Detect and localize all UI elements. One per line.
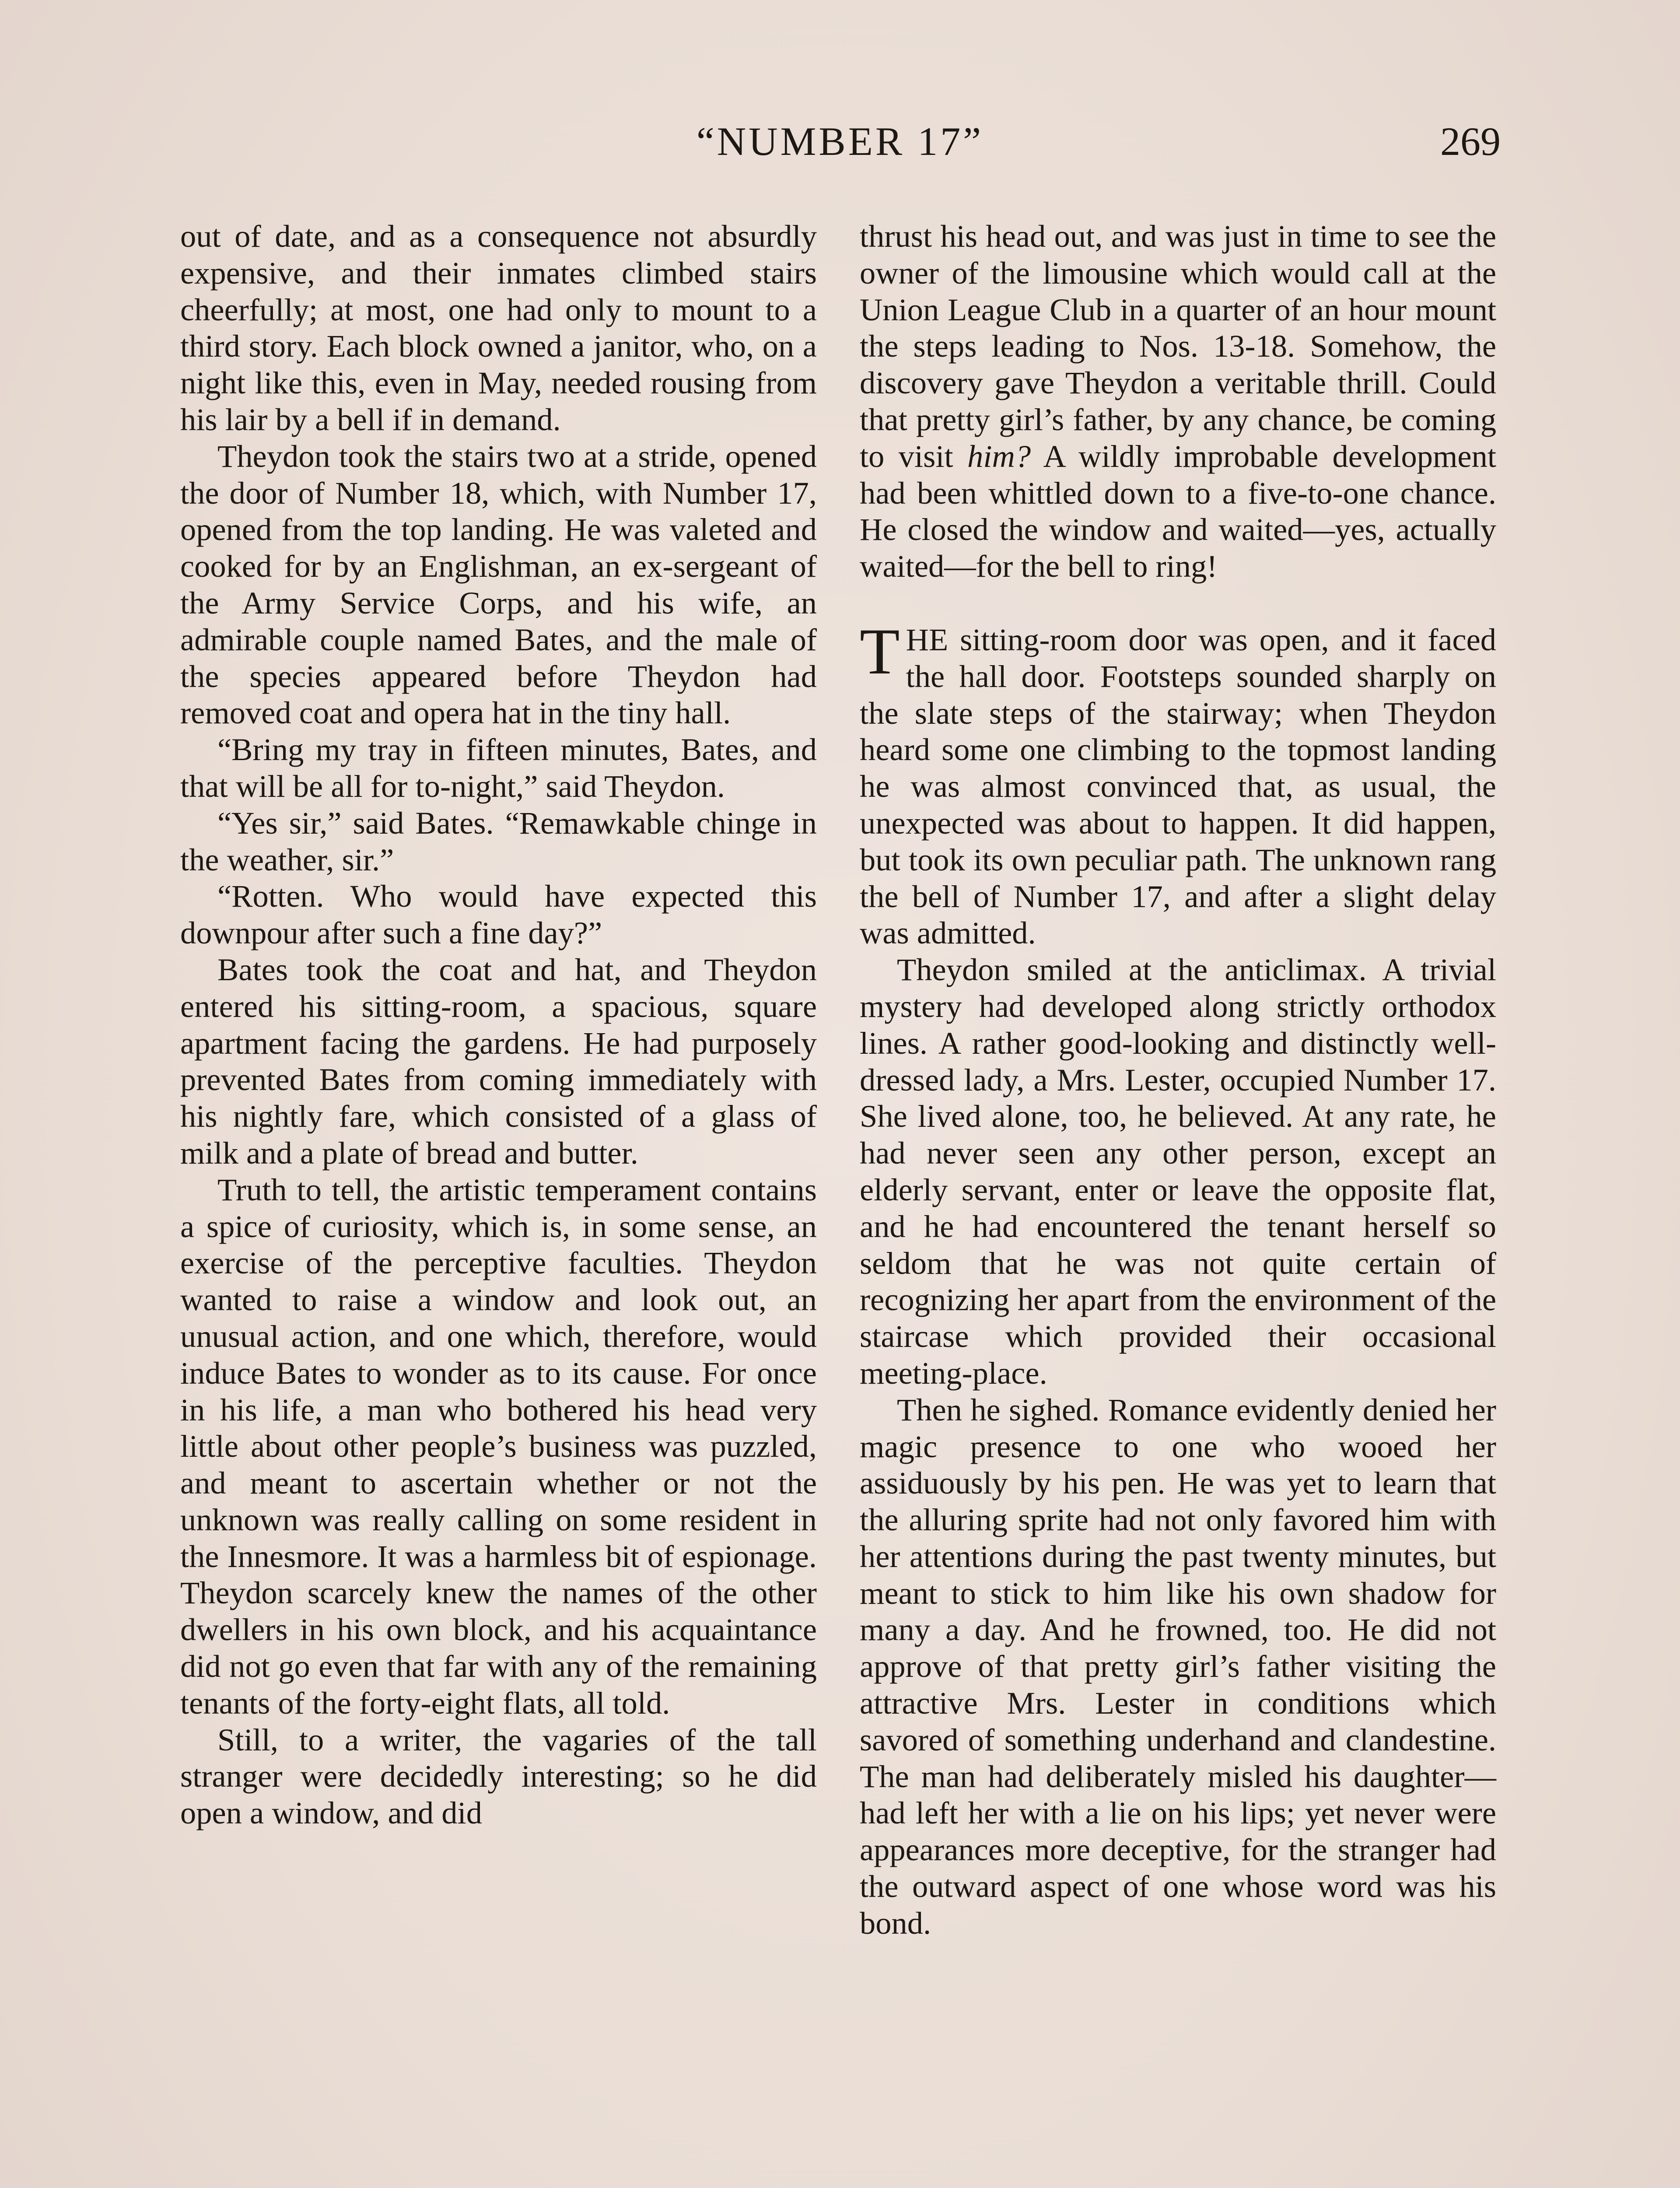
paragraph	[860, 218, 1496, 585]
paragraph: “Bring my tray in fifteen minutes, Bates, and that will be all for to-night,” said Theydon.	[180, 732, 817, 804]
paragraph: Theydon took the stairs two at a stride, opened the door of Number 18, which, with Number 17, opened from the top landing. He was valeted and cooked for by an Englishman, an ex-sergeant of the Army Service Corps, and his wife, an admirable couple named Bates, and the male of the species appeared before Theydon had removed coat and opera hat in the tiny hall.	[180, 438, 817, 731]
left-text-column	[180, 218, 817, 1831]
running-head	[179, 118, 1501, 175]
paragraph: Bates took the coat and hat, and Theydon entered his sitting-room, a spacious, square apartment facing the gardens. He had purposely prevented Bates from coming immediately with his nightly fare, which consisted of a glass of milk and a plate of bread and butter.	[180, 951, 817, 1171]
paragraph-text: thrust his head out, and was just in time to see the owner of the limousine which would call at the Union League Club in a quarter of an hour mount the steps leading to Nos. 13-18. Somehow, the discovery gave Theydon a veritable thrill. Could that pretty girl’s father, by any chance, be coming to visit	[860, 218, 1496, 474]
drop-cap: T	[860, 615, 900, 688]
paragraph-text: A wildly improbable development had been whittled down to a five-to-one chance. He closed the window and waited—yes, actually waited—for the bell to ring!	[860, 438, 1496, 584]
paragraph-text: HE sitting-room door was open, and it faced the hall door. Footsteps sounded sharply on the slate steps of the stairway; when Theydon heard some one climbing to the topmost landing he was almost convinced that, as usual, the unexpected was about to happen. It did happen, but took its own peculiar path. The unknown rang the bell of Number 17, and after a slight delay was admitted.	[860, 621, 1496, 951]
paragraph: Then he sighed. Romance evidently denied her magic presence to one who wooed her assiduously by his pen. He was yet to learn that the alluring sprite had not only favored him with her attentions during the past twenty minutes, but meant to stick to him like his own shadow for many a day. And he frowned, too. He did not approve of that pretty girl’s father visiting the attractive Mrs. Lester in conditions which savored of something underhand and clandestine. The man had deliberately misled his daughter—had left her with a lie on his lips; yet never were appearances more deceptive, for the stranger had the outward aspect of one whose word was his bond.	[860, 1392, 1496, 1941]
paragraph: “Rotten. Who would have expected this downpour after such a fine day?”	[180, 878, 817, 951]
italic-emphasis: him?	[967, 438, 1031, 474]
paragraph: out of date, and as a consequence not absurdly expensive, and their inmates climbed stairs cheerfully; at most, one had only to mount to a third story. Each block owned a janitor, who, on a night like this, even in May, needed rousing from his lair by a bell if in demand.	[180, 218, 817, 437]
paragraph: Truth to tell, the artistic temperament contains a spice of curiosity, which is, in some sense, an exercise of the perceptive faculties. Theydon wanted to raise a window and look out, an unusual action, and one which, therefore, would induce Bates to wonder as to its cause. For once in his life, a man who bothered his head very little about other people’s business was puzzled, and meant to ascertain whether or not the unknown was really calling on some resident in the Innesmore. It was a harmless bit of espionage. Theydon scarcely knew the names of the other dwellers in his own block, and his acquaintance did not go even that far with any of the remaining tenants of the forty-eight flats, all told.	[180, 1171, 817, 1721]
right-text-column	[860, 218, 1496, 1942]
paragraph: Still, to a writer, the vagaries of the tall stranger were decidedly interesting; so he did open a window, and did	[180, 1722, 817, 1831]
section-start-paragraph	[860, 615, 1496, 951]
page-number: 269	[1440, 119, 1501, 164]
running-title: “NUMBER 17”	[696, 119, 984, 164]
paragraph: “Yes sir,” said Bates. “Remawkable chinge in the weather, sir.”	[180, 805, 817, 877]
paragraph: Theydon smiled at the anticlimax. A trivial mystery had developed along strictly orthodox lines. A rather good-looking and distinctly well-dressed lady, a Mrs. Lester, occupied Number 17. She lived alone, too, he believed. At any rate, he had never seen any other person, except an elderly servant, enter or leave the opposite flat, and he had encountered the tenant herself so seldom that he was not quite certain of recognizing her apart from the environment of the staircase which provided their occasional meeting-place.	[860, 952, 1496, 1391]
